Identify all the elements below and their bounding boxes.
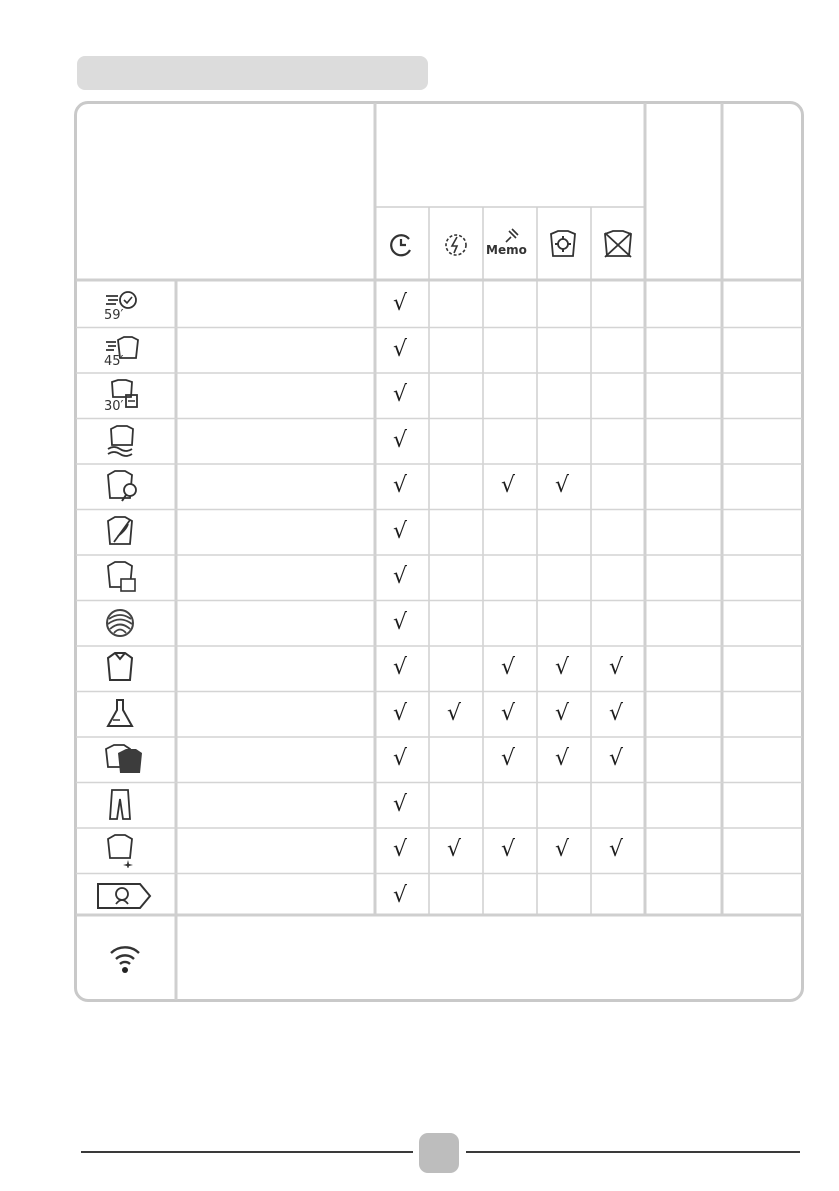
cotton-tag-icon <box>96 880 154 914</box>
check-mark: √ <box>393 655 408 680</box>
polo-shirt-icon <box>104 652 144 686</box>
check-mark: √ <box>393 700 408 726</box>
sparkle-shirt-icon <box>104 834 144 868</box>
check-mark: √ <box>393 882 408 908</box>
check-mark: √ <box>555 473 570 498</box>
check-mark: √ <box>447 700 462 726</box>
wool-icon <box>104 607 144 641</box>
check-mark: √ <box>393 837 408 862</box>
check-mark: √ <box>555 837 570 862</box>
check-mark: √ <box>393 609 408 635</box>
gear-shirt-icon <box>547 229 579 259</box>
check-mark: √ <box>555 655 570 680</box>
check-mark: √ <box>501 746 516 771</box>
check-mark: √ <box>501 837 516 862</box>
check-mark: √ <box>393 291 408 316</box>
page-number-box <box>419 1133 459 1173</box>
quick-option-icon <box>442 231 470 259</box>
check-mark: √ <box>501 700 516 726</box>
check-mark: √ <box>609 746 624 771</box>
check-mark: √ <box>501 473 516 498</box>
program-minutes-label: 30′ <box>104 399 124 414</box>
xs-load-icon <box>104 561 144 595</box>
program-minutes-label: 45′ <box>104 353 124 369</box>
wifi-icon <box>108 944 142 974</box>
check-mark: √ <box>555 746 570 771</box>
check-mark: √ <box>393 564 408 589</box>
program-minutes-label: 59′ <box>104 308 124 323</box>
check-mark: √ <box>393 791 408 817</box>
footer-rule-left <box>81 1151 413 1153</box>
check-mark: √ <box>393 382 408 407</box>
check-mark: √ <box>609 837 624 862</box>
check-mark: √ <box>393 746 408 771</box>
check-mark: √ <box>609 700 624 726</box>
check-mark: √ <box>501 655 516 680</box>
anti-crease-icon <box>601 229 635 259</box>
mixed-colors-icon <box>104 743 144 777</box>
check-mark: √ <box>393 427 408 453</box>
check-mark: √ <box>447 837 462 862</box>
sport-shirt-icon <box>104 470 144 504</box>
check-mark: √ <box>609 655 624 680</box>
feather-shirt-icon <box>104 516 144 550</box>
memo-label: Memo <box>486 243 527 257</box>
footer-rule-right <box>466 1151 800 1153</box>
delay-start-icon <box>388 232 414 258</box>
check-mark: √ <box>555 700 570 726</box>
check-mark: √ <box>393 336 408 362</box>
shirt-wave-icon <box>104 425 144 459</box>
jeans-icon <box>104 789 144 823</box>
check-mark: √ <box>393 518 408 544</box>
check-mark: √ <box>393 473 408 498</box>
flask-icon <box>104 698 144 732</box>
